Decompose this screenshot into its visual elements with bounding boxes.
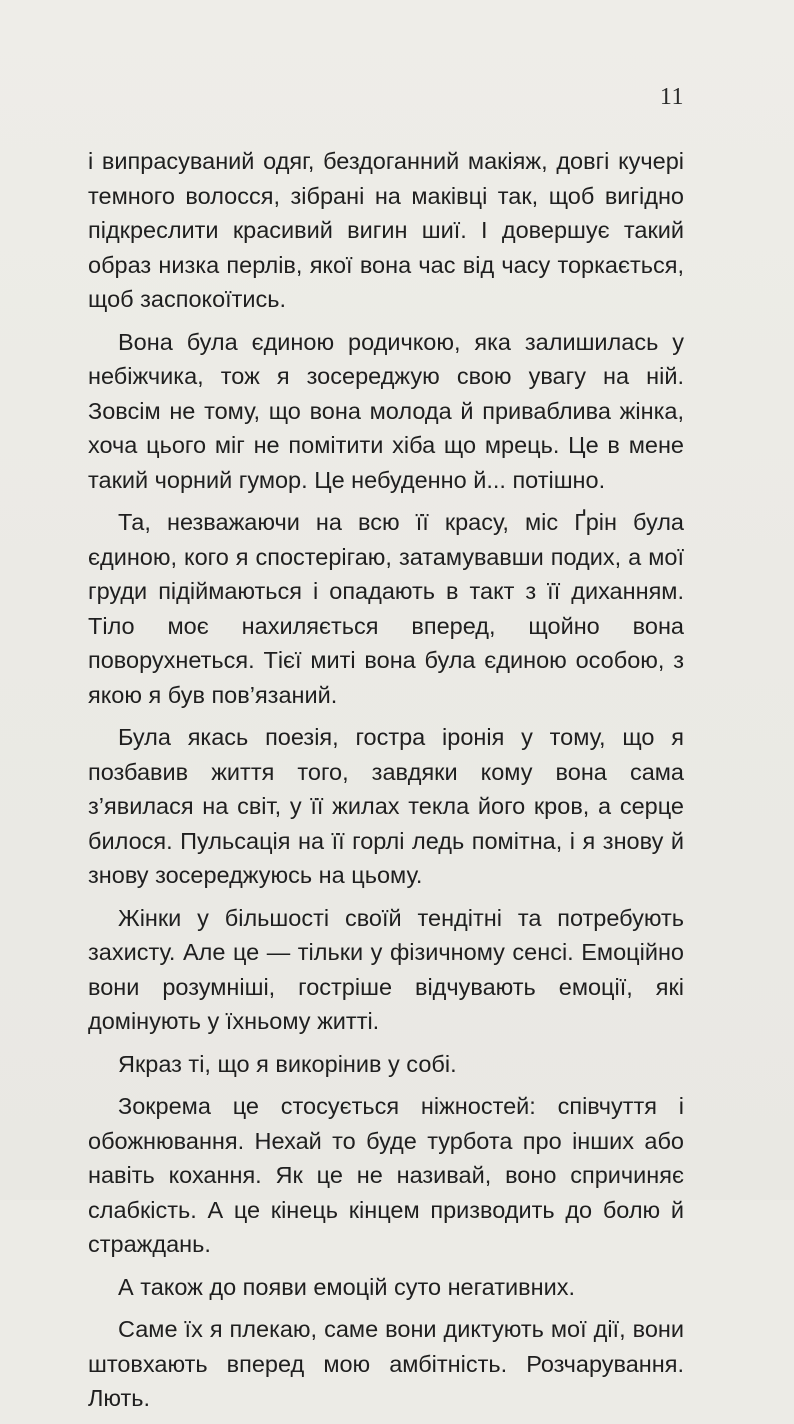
paragraph-9: Саме їх я плекаю, саме вони диктують мої дії, вони штовхають вперед мою амбітність. Розчарування. Лють. xyxy=(88,1316,684,1411)
paragraph-6: Якраз ті, що я викорінив у собі. xyxy=(118,1050,457,1077)
paragraph-4: Була якась поезія, гостра іронія у тому, що я позбавив життя того, завдяки кому вона сама з’явилася на світ, у її жилах текла його кров, а серце билося. Пульсація на її горлі ледь помітна, і я знову й знову зосереджуюсь на цьому. xyxy=(88,724,684,888)
paragraph-1: і випрасуваний одяг, бездоганний макіяж, довгі кучері темного волосся, зібрані на маківці так, щоб вигідно підкреслити красивий вигин шиї. І довершує такий образ низка перлів, якої вона час від часу торкається, щоб заспокоїтись. xyxy=(88,148,684,312)
paragraph-2: Вона була єдиною родичкою, яка залишилась у небіжчика, тож я зосереджую свою увагу на ній. Зовсім не тому, що вона молода й приваблива жінка, хоча цього міг не помітити хіба що мрець. Це в мене такий чорний гумор. Це небуденно й... потішно. xyxy=(88,328,684,493)
paragraph-8: А також до появи емоцій суто негативних. xyxy=(118,1273,575,1300)
paragraph-3: Та, незважаючи на всю її красу, міс Ґрін була єдиною, кого я спостерігаю, затамувавши подих, а мої груди підіймаються і опадають в такт з її диханням. Тіло моє нахиляється вперед, щойно вона поворухнеться. Тієї миті вона була єдиною особою, з якою я був пов’язаний. xyxy=(88,509,684,708)
page-text xyxy=(88,144,684,1424)
paragraph-5: Жінки у більшості своїй тендітні та потребують захисту. Але це — тільки у фізичному сенсі. Емоційно вони розумніші, гостріше відчувають емоції, які домінують у їхньому житті. xyxy=(88,904,684,1034)
paragraph-7: Зокрема це стосується ніжностей: співчуття і обожнювання. Нехай то буде турбота про інших або навіть кохання. Як це не називай, воно спричиняє слабкість. А це кінець кінцем призводить до болю й страждань. xyxy=(88,1093,684,1257)
page-number: 11 xyxy=(659,84,684,110)
